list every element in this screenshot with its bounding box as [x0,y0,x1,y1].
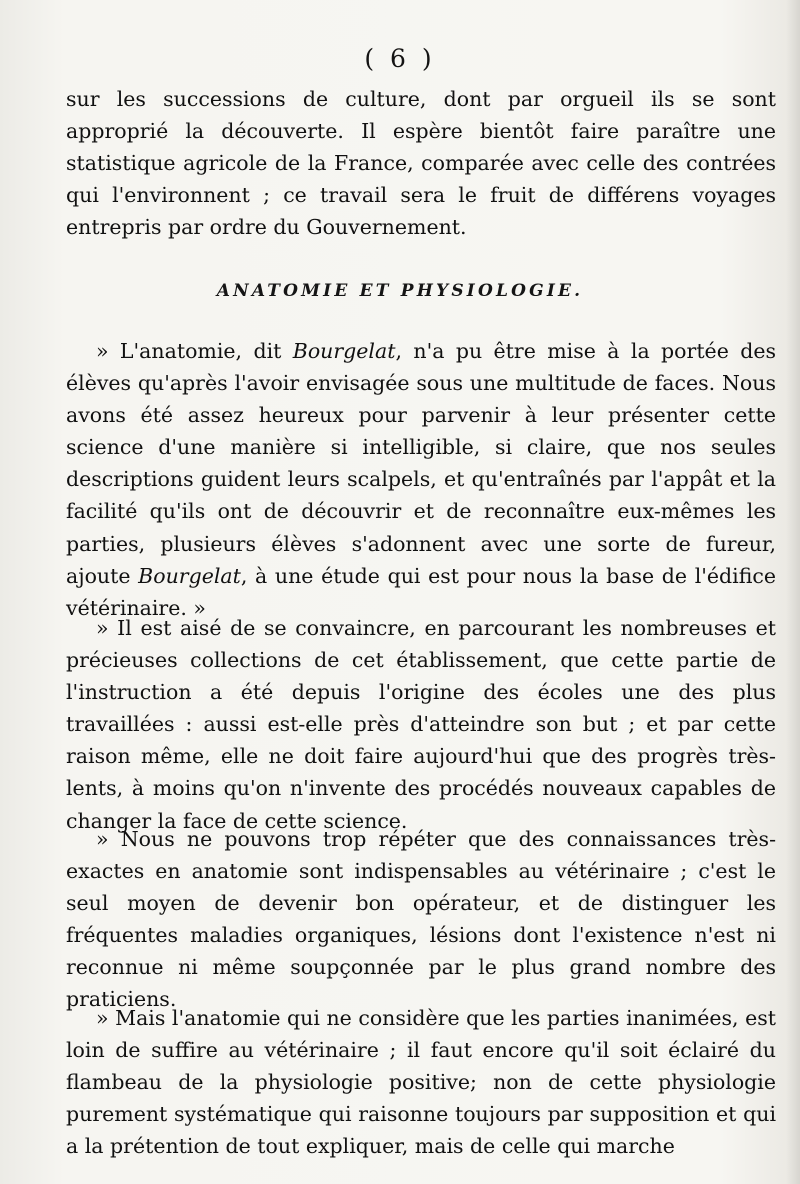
intro-paragraph: sur les successions de culture, dont par orgueil ils se sont approprié la découverte. Il espère bientôt faire paraître une statistique agricole de la France, comparée avec celle des contrées qui l'environnent ; ce travail sera le fruit de différens voyages entrepris par ordre du Gouvernement. [66,87,776,240]
paragraph-1 [66,335,776,624]
paragraph-1-text-c: , à une étude qui est pour nous la base de l'édifice vétérinaire. » [66,563,776,620]
paragraph-1-text-b: , n'a pu être mise à la portée des élèves qu'après l'avoir envisagée sous une multitude de faces. Nous avons été assez heureux pour parvenir à leur présenter cette science d'une manière si intelligible, si claire, que nos seules descriptions guident leurs scalpels, et qu'entraînés par l'appât et la facilité qu'ils ont de découvrir et de reconnaître eux-mêmes les parties, plusieurs élèves s'adonnent avec une sorte de fureur, ajoute [66,339,776,588]
page-number: ( 6 ) [364,44,436,73]
paragraph-4: » Mais l'anatomie qui ne considère que les parties inanimées, est loin de suffire au vétérinaire ; il faut encore qu'il soit éclairé du flambeau de la physiologie positive; non de cette physiologie purement systématique qui raisonne toujours par supposition et qui a la prétention de tout expliquer, mais de celle qui marche [66,1006,776,1159]
paragraph-3: » Nous ne pouvons trop répéter que des connaissances très-exactes en anatomie sont indispensables au vétérinaire ; c'est le seul moyen de devenir bon opérateur, et de distinguer les fréquentes maladies organiques, lésions dont l'existence n'est ni reconnue ni même soupçonnée par le plus grand nombre des praticiens. [66,827,776,1012]
paragraph-1-text-a: » L'anatomie, dit [96,339,293,363]
paragraph-2: » Il est aisé de se convaincre, en parcourant les nombreuses et précieuses collections de cet établissement, que cette partie de l'instruction a été depuis l'origine des écoles une des plus travaillées : aussi est-elle près d'atteindre son but ; et par cette raison même, elle ne doit faire aujourd'hui que des progrès très-lents, à moins qu'on n'invente des procédés nouveaux capables de changer la face de cette science. [66,616,776,833]
author-name-1: Bourgelat [292,339,396,363]
section-heading: ANATOMIE ET PHYSIOLOGIE. [216,281,584,301]
author-name-2: Bourgelat [138,563,241,588]
page-edge-shadow [786,0,800,1184]
